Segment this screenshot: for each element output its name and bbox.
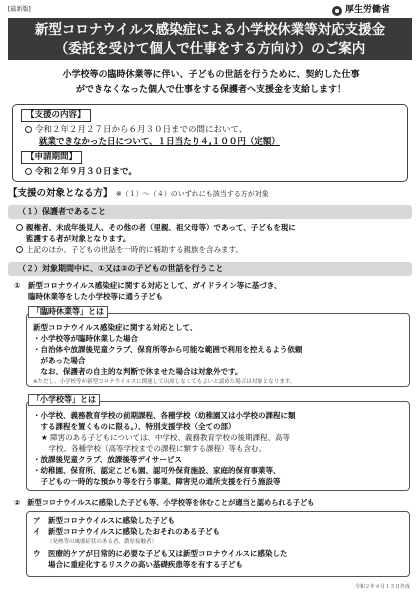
closure-line-1: 新型コロナウイルス感染症に関する対応として、 [33, 323, 198, 332]
school-line-3: ★ 障害のある子どもについては、中学校、義務教育学校の後期課程、高等 [41, 433, 290, 442]
condition-2-i-note: （発熱等の風邪症状のある者、濃厚接触者） [47, 539, 158, 545]
school-line-7: 子どもの一時的な預かり等を行う事業、障害児の通所支援を行う施設等 [33, 477, 281, 486]
condition-2-i: イ 新型コロナウイルスに感染したおそれのある子ども [33, 527, 221, 536]
support-content-line-1 [25, 124, 399, 136]
application-period-label: 【申請期間】 [21, 151, 82, 164]
condition-2: ② 新型コロナウイルスに感染した子ども等、小学校等を休むことが適当と認められる子ども [14, 498, 315, 507]
closure-line-4: があった場合 [33, 356, 86, 365]
condition-1-line-2: 臨時休業等をした小学校等に通う子ども [28, 292, 163, 301]
school-line-4: 学校、各種学校（高等学校までの課程に類する課程）等も含む。 [41, 444, 266, 453]
closure-note: ※ただし、小学校等が新型コロナウイルスに関連して出席しなくてもよいと認めた場合は対象となります。 [33, 379, 296, 385]
intro-line-2: ができなくなった個人で仕事をする保護者へ支援金を支給します！ [75, 85, 346, 95]
support-info-box [12, 104, 408, 182]
support-content-text-1: 令和２年２月２７日から６月３０日までの間において、 [35, 125, 248, 136]
application-period-line [25, 166, 399, 178]
condition-2-box [26, 511, 410, 577]
target-heading [8, 188, 269, 200]
closure-definition-label: 「臨時休業等」とは [28, 306, 108, 318]
school-line-6: ・幼稚園、保育所、認定こども園、認可外保育施設、家庭的保育事業等、 [33, 466, 281, 475]
closure-line-5: なお、保護者の自主的な判断で休ませた場合は対象外です。 [33, 367, 243, 376]
ministry-emblem-icon [332, 6, 342, 16]
closure-line-3: ・自治体や放課後児童クラブ、保育所等から可能な範囲で利用を控えるよう依頼 [33, 345, 303, 354]
section-band-2: （２）対象期間中に、①又は②の子どもの世話を行うこと [8, 262, 412, 276]
closure-line-2: ・小学校等が臨時休業した場合 [33, 334, 138, 343]
ministry-name: 厚生労働省 [345, 5, 391, 15]
application-period-text: 令和２年９月３０日まで。 [35, 167, 137, 178]
closure-definition-box [26, 313, 410, 387]
support-content-line-2: 就業できなかった日について、１日当たり４,１００円（定額） [39, 137, 280, 148]
guardian-text-1: 親権者、未成年後見人、その他の者（里親、祖父母等）であって、子どもを現に [26, 223, 296, 232]
condition-2-a: ア 新型コロナウイルスに感染した子ども [33, 516, 176, 525]
bullet-circle-icon [16, 224, 23, 231]
section-band-1: （１）保護者であること [8, 205, 412, 219]
title-banner [8, 18, 412, 60]
school-line-2: する課程を置くものに限る。）、特別支援学校（全ての部） [33, 422, 236, 431]
guardian-line-2: 監護する者が対象となります。 [26, 234, 131, 243]
guardian-line-3 [16, 244, 412, 255]
school-line-5: ・放課後児童クラブ、放課後等デイサービス [33, 455, 182, 464]
bullet-circle-icon [25, 126, 32, 133]
condition-1-line-1: ① 新型コロナウイルス感染症に関する対応として、ガイドライン等に基づき、 [14, 281, 282, 290]
title-line-1: 新型コロナウイルス感染症による小学校休業等対応支援金 [34, 22, 386, 38]
school-definition-box [26, 401, 410, 491]
guardian-text-3: 上記のほか、子どもの世話を一時的に補助する親族を含みます。 [26, 245, 243, 254]
condition-2-u-2: 場合に重症化するリスクの高い基礎疾患等を有する子ども [33, 560, 243, 569]
school-line-1: ・小学校、義務教育学校の前期課程、各種学校（幼稚園又は小学校の課程に類 [33, 411, 296, 420]
condition-2-u-1: ウ 医療的ケアが日常的に必要な子ども又は新型コロナウイルスに感染した [33, 549, 288, 558]
target-heading-note: ※（１）～（４）のいずれにも該当する方が対象 [115, 190, 269, 198]
guardian-description [16, 222, 412, 255]
target-heading-text: 【支援の対象となる方】 [8, 188, 113, 199]
guardian-line-1 [16, 222, 412, 233]
bullet-circle-icon [25, 168, 32, 175]
school-definition-label: 「小学校等」とは [28, 394, 100, 406]
bullet-circle-icon [16, 246, 23, 253]
intro-text [16, 68, 406, 98]
support-content-label: 【支援の内容】 [21, 109, 91, 122]
edition-label: [最新版] [8, 6, 31, 13]
condition-1 [14, 280, 410, 302]
intro-line-1: 小学校等の臨時休業等に伴い、子どもの世話を行うために、契約した仕事 [62, 70, 360, 80]
footer-date: 令和２年４月１５日作成 [354, 584, 410, 590]
title-line-2: （委託を受けて個人で仕事をする方向け）のご案内 [54, 41, 366, 57]
ministry-logo [332, 5, 390, 17]
